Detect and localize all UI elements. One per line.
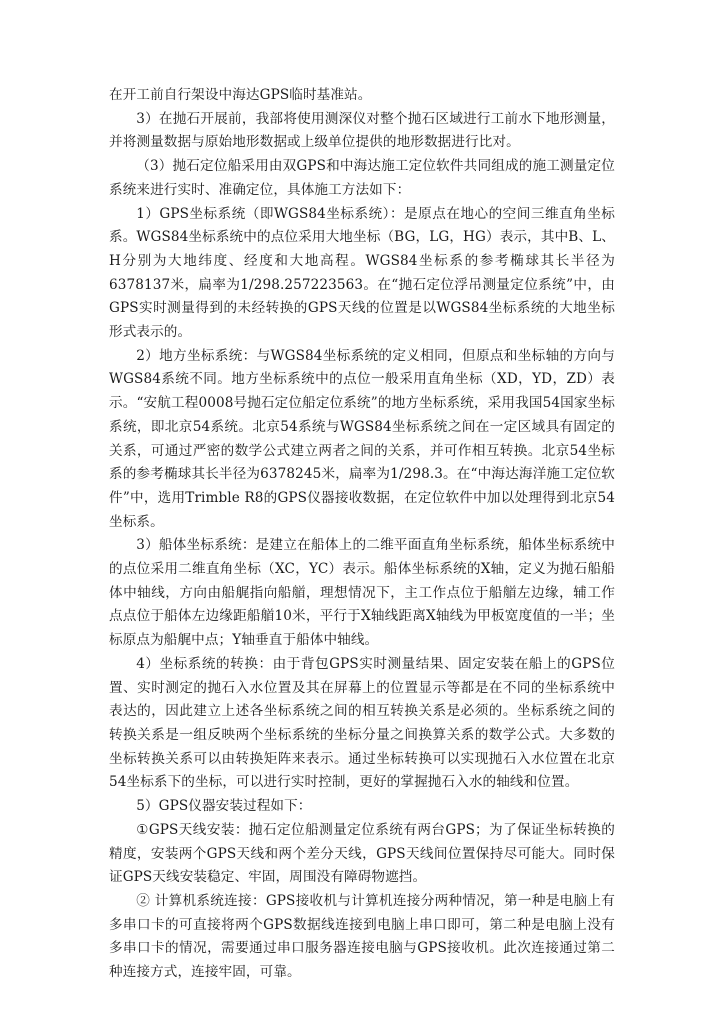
paragraph-coordinate-conversion: 4）坐标系统的转换：由于背包GPS实时测量结果、固定安装在船上的GPS位置、实时测定的抛石入水位置及其在屏幕上的位置显示等都是在不同的坐标系统中表达的，因此建立上述各坐标系统之间的相互转换关系是必须的。坐标系统之间的转换关系是一组反映两个坐标系统的坐标分量之间换算关系的数学公式。大多数的坐标转换关系可以由转换矩阵来表示。通过坐标转换可以实现抛石入水位置在北京54坐标系下的坐标，可以进行实时控制，更好的掌握抛石入水的轴线和位置。 <box>109 655 615 791</box>
paragraph-positioning-system-intro: （3）抛石定位船采用由双GPS和中海达施工定位软件共同组成的施工测量定位系统来进行实时、准确定位，具体施工方法如下： <box>109 158 615 198</box>
paragraph-local-coordinate-system: 2）地方坐标系统：与WGS84坐标系统的定义相同，但原点和坐标轴的方向与WGS84系统不同。地方坐标系统中的点位一般采用直角坐标（XD，YD，ZD）表示。“安航工程0008号抛石定位船定位系统”的地方坐标系统，采用我国54国家坐标系统，即北京54系统。北京54系统与WGS84坐标系统之间在一定区域具有固定的关系，可通过严密的数学公式建立两者之间的关系，并可作相互转换。北京54坐标系的参考椭球其长半径为6378245米，扁率为1/298.3。在“中海达海洋施工定位软件”中，选用Trimble R8的GPS仪器接收数据，在定位软件中加以处理得到北京54坐标系。 <box>109 347 615 530</box>
paragraph-gps-installation-heading: 5）GPS仪器安装过程如下： <box>136 798 312 815</box>
paragraph-gps-antenna-installation: ①GPS天线安装：抛石定位船测量定位系统有两台GPS；为了保证坐标转换的精度，安装两个GPS天线和两个差分天线，GPS天线间位置保持尽可能大。同时保证GPS天线安装稳定、牢固，周围没有障碍物遮挡。 <box>109 821 615 886</box>
paragraph-wgs84-system: 1）GPS坐标系统（即WGS84坐标系统）：是原点在地心的空间三维直角坐标系。WGS84坐标系统中的点位采用大地坐标（BG，LG，HG）表示，其中B、L、H分别为大地纬度、经度和大地高程。WGS84坐标系的参考椭球其长半径为6378137米，扁率为1/298.257223563。在“抛石定位浮吊测量定位系统”中，由GPS实时测量得到的未经转换的GPS天线的位置是以WGS84坐标系统的大地坐标形式表示的。 <box>109 205 615 341</box>
paragraph-computer-connection: ② 计算机系统连接：GPS接收机与计算机连接分两种情况，第一种是电脑上有多串口卡的可直接将两个GPS数据线连接到电脑上串口即可，第二种是电脑上没有多串口卡的情况，需要通过串口服务器连接电脑与GPS接收机。此次连接通过第二种连接方式，连接牢固，可靠。 <box>109 892 615 981</box>
paragraph-hull-coordinate-system: 3）船体坐标系统：是建立在船体上的二维平面直角坐标系统，船体坐标系统中的点位采用二维直角坐标（XC，YC）表示。船体坐标系统的X轴，定义为抛石船船体中轴线，方向由船艉指向船艏，理想情况下，主工作点位于船艏左边缘，辅工作点点位于船体左边缘距船艏10米，平行于X轴线距离X轴线为甲板宽度值的一半；坐标原点为船艉中点；Y轴垂直于船体中轴线。 <box>109 537 615 649</box>
document-body <box>109 84 615 985</box>
paragraph-survey-before-dumping: 3）在抛石开展前，我部将使用测深仪对整个抛石区域进行工前水下地形测量，并将测量数据与原始地形数据或上级单位提供的地形数据进行比对。 <box>109 110 615 151</box>
paragraph-continuation: 在开工前自行架设中海达GPS临时基准站。 <box>109 87 372 103</box>
